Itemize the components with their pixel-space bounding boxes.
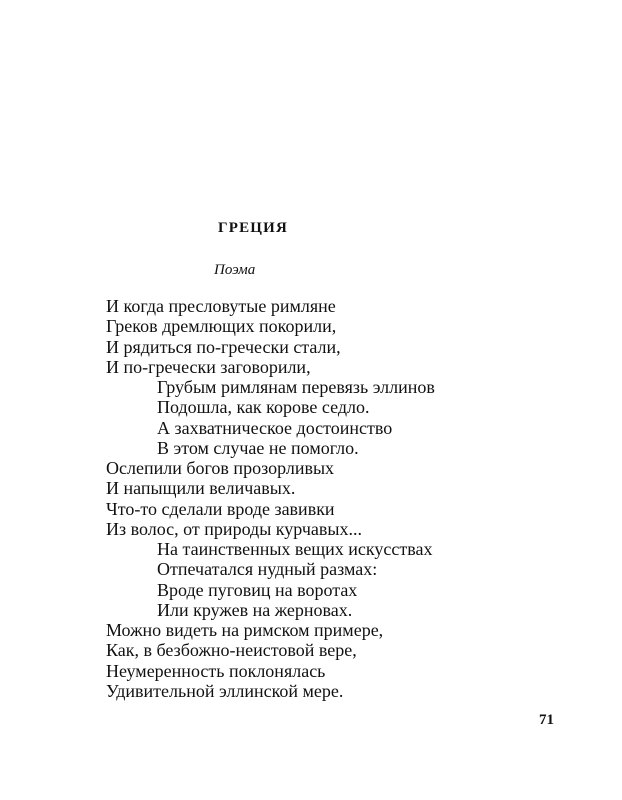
- poem-line-indented: Подошла, как корове седло.: [157, 397, 370, 418]
- poem-line-indented: Вроде пуговиц на воротах: [157, 579, 358, 600]
- poem-line: Неумеренность поклонялась: [106, 660, 326, 681]
- poem-line: Греков дремлющих покорили,: [106, 316, 337, 337]
- poem-line-indented: Отпечатался нудный размах:: [157, 559, 378, 580]
- poem-line: Что-то сделали вроде завивки: [106, 498, 335, 519]
- poem-line: Ослепили богов прозорливых: [106, 458, 335, 478]
- poem-line: Из волос, от природы курчавых...: [106, 518, 362, 539]
- poem-line: Можно видеть на римском примере,: [106, 620, 384, 640]
- poem-body: [106, 296, 576, 701]
- page-number: 71: [539, 712, 554, 728]
- poem-line: Удивительной эллинской мере.: [106, 680, 344, 701]
- poem-line-indented: Грубым римлянам перевязь эллинов: [157, 377, 435, 397]
- poem-subtitle: Поэма: [214, 262, 256, 278]
- poem-line: И по-гречески заговорили,: [106, 356, 311, 377]
- poem-title: ГРЕЦИЯ: [218, 220, 289, 236]
- poem-line-indented: А захватническое достоинство: [157, 417, 393, 438]
- poem-line: И рядиться по-гречески стали,: [106, 336, 341, 357]
- poem-line: И когда пресловутые римляне: [106, 296, 336, 316]
- poem-line: Как, в безбожно-неистовой вере,: [106, 640, 357, 661]
- poem-line-indented: В этом случае не помогло.: [157, 437, 359, 458]
- poem-line: И напыщили величавых.: [106, 478, 296, 499]
- poem-line-indented: На таинственных вещих искусствах: [157, 539, 433, 559]
- poem-line-indented: Или кружев на жерновах.: [157, 599, 353, 620]
